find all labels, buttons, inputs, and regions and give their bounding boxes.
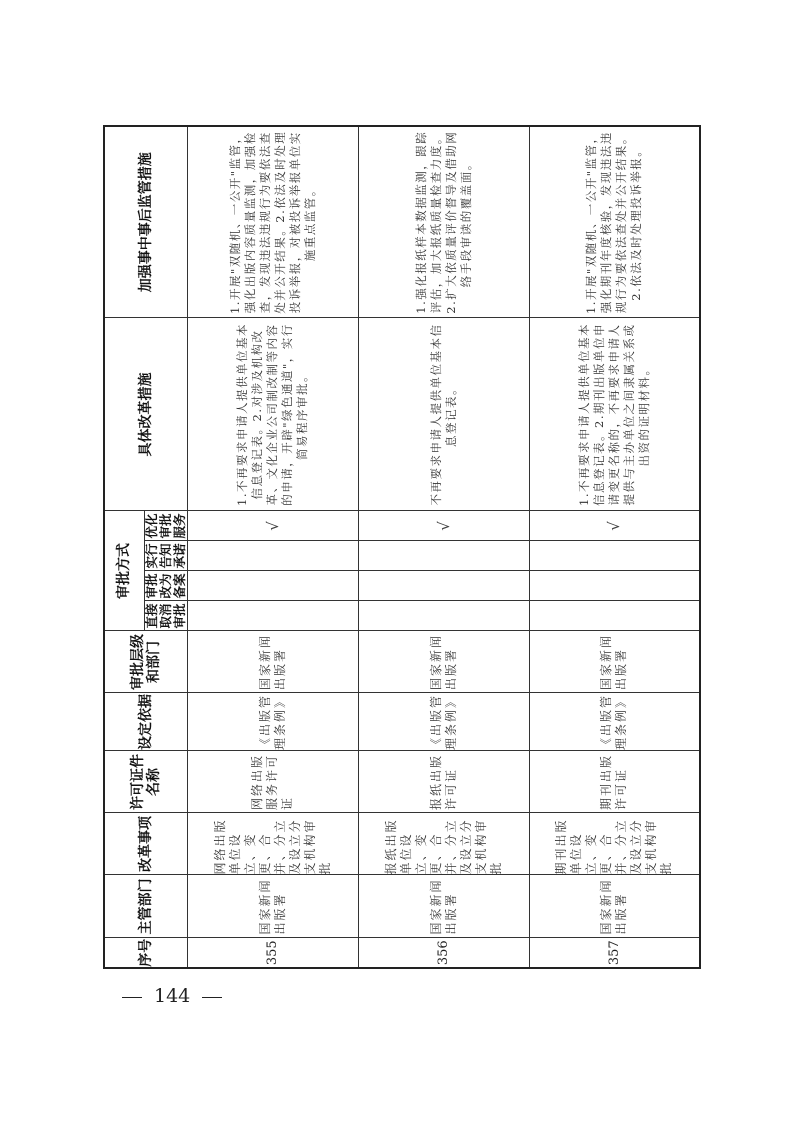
- header-basis: 设定依据: [104, 693, 187, 751]
- mode-commitment-cell: [358, 541, 529, 571]
- row-level: 国家新闻出版署: [529, 631, 700, 693]
- mode-commitment-cell: [529, 541, 700, 571]
- mode-cancel-cell: [529, 601, 700, 631]
- mode-optimize-check: √: [187, 511, 358, 541]
- row-measures: 不再要求申请人提供单位基本信息登记表。: [358, 318, 529, 511]
- mode-commitment-cell: [187, 541, 358, 571]
- mode-filing-cell: [358, 571, 529, 601]
- row-cert: 期刊出版许可证: [529, 751, 700, 813]
- row-cert: 报纸出版许可证: [358, 751, 529, 813]
- mode-cancel-cell: [187, 601, 358, 631]
- header-mode-filing: 审批改为备案: [144, 571, 187, 601]
- page-number-text: 144: [154, 985, 191, 1007]
- row-dept: 国家新闻出版署: [529, 875, 700, 938]
- row-level: 国家新闻出版署: [358, 631, 529, 693]
- mode-optimize-check: √: [358, 511, 529, 541]
- header-seq: 序号: [104, 938, 187, 968]
- row-supervision: 1.开展"双随机、一公开"监管，强化期刊年度核验，发现违法违规行为要依法查处并公开结果。2.依法及时处理投诉举报。: [529, 126, 700, 318]
- reform-table: [103, 125, 701, 969]
- mode-cancel-cell: [358, 601, 529, 631]
- header-row: [104, 126, 144, 968]
- row-dept: 国家新闻出版署: [187, 875, 358, 938]
- header-mode-optimize: 优化审批服务: [144, 511, 187, 541]
- page-dash-right: [202, 997, 222, 998]
- header-measures: 具体改革措施: [104, 318, 187, 511]
- row-supervision: 1.开展"双随机、一公开"监管，强化出版内容质量监测，加强检查，发现违法违规行为要依法查处并公开结果。2.依法及时处理投诉举报，对被投诉举报单位实施重点监管。: [187, 126, 358, 318]
- row-basis: 《出版管理条例》: [529, 693, 700, 751]
- row-item: 期刊出版单位设立、变更、合并、分立及设立分支机构审批: [529, 813, 700, 875]
- row-dept: 国家新闻出版署: [358, 875, 529, 938]
- mode-optimize-check: √: [529, 511, 700, 541]
- table-row: [529, 126, 700, 968]
- row-measures: 1.不再要求申请人提供单位基本信息登记表。2.期刊出版单位申请变更名称的，不再要求申请人提供与主办单位之间隶属关系或出资的证明材料。: [529, 318, 700, 511]
- mode-filing-cell: [187, 571, 358, 601]
- header-mode: 审批方式: [104, 511, 144, 631]
- row-seq: 356: [358, 938, 529, 968]
- row-basis: 《出版管理条例》: [187, 693, 358, 751]
- row-measures: 1.不再要求申请人提供单位基本信息登记表。2.对涉及机构改革、文化企业公司制改制等内容的申请，开辟"绿色通道"，实行简易程序审批。: [187, 318, 358, 511]
- table-row: [358, 126, 529, 968]
- row-supervision: 1.强化报纸样本数据监测，跟踪评估，加大报纸质量检查力度。2.扩大依质量评价督导及借助网络手段审读的覆盖面。: [358, 126, 529, 318]
- header-level: 审批层级和部门: [104, 631, 187, 693]
- header-mode-cancel: 直接取消审批: [144, 601, 187, 631]
- header-cert: 许可证件名称: [104, 751, 187, 813]
- table-row: [187, 126, 358, 968]
- header-supervision: 加强事中事后监管措施: [104, 126, 187, 318]
- row-level: 国家新闻出版署: [187, 631, 358, 693]
- header-item: 改革事项: [104, 813, 187, 875]
- row-seq: 355: [187, 938, 358, 968]
- row-item: 网络出版单位设立、变更、合并、分立及设立分支机构审批: [187, 813, 358, 875]
- rotated-table-wrapper: [103, 127, 688, 969]
- page-number: [110, 985, 234, 1007]
- header-mode-commitment: 实行告知承诺: [144, 541, 187, 571]
- mode-filing-cell: [529, 571, 700, 601]
- row-cert: 网络出版服务许可证: [187, 751, 358, 813]
- row-basis: 《出版管理条例》: [358, 693, 529, 751]
- row-item: 报纸出版单位设立、变更、合并、分立及设立分支机构审批: [358, 813, 529, 875]
- row-seq: 357: [529, 938, 700, 968]
- header-dept: 主管部门: [104, 875, 187, 938]
- page-dash-left: [122, 997, 142, 998]
